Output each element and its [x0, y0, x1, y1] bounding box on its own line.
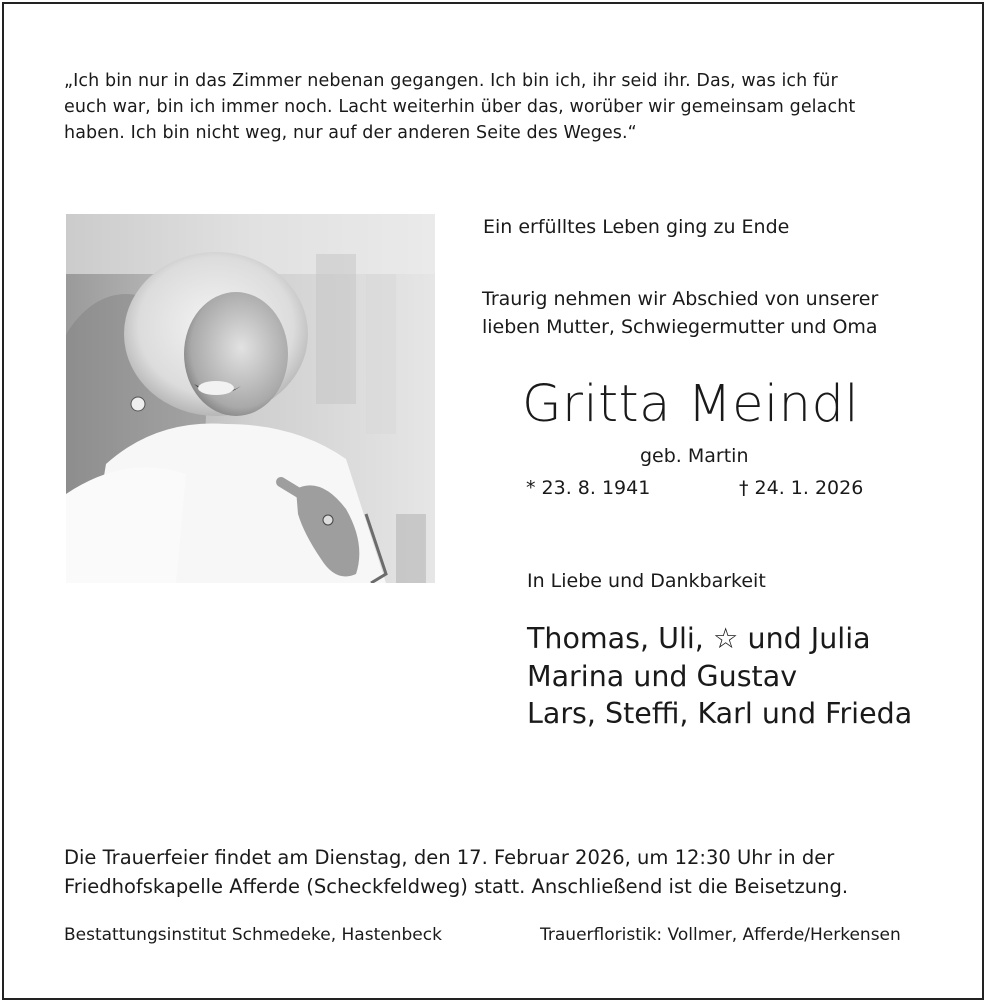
birth-name: geb. Martin [640, 445, 749, 467]
service-line: Friedhofskapelle Afferde (Scheckfeldweg) statt. Anschließend ist die Beisetzung. [64, 874, 849, 898]
farewell-line: Traurig nehmen wir Abschied von unserer [482, 288, 879, 310]
intro-line: Ein erfülltes Leben ging zu Ende [483, 216, 790, 238]
obituary-notice [2, 2, 984, 1000]
portrait-photo [66, 214, 435, 583]
quote-line: haben. Ich bin nicht weg, nur auf der anderen Seite des Weges.“ [64, 123, 637, 143]
quote-line: euch war, bin ich immer noch. Lacht weiterhin über das, worüber wir gemeinsam gelacht [64, 97, 856, 117]
family-line: Thomas, Uli, ☆ und Julia [527, 622, 871, 655]
quote-line: „Ich bin nur in das Zimmer nebenan gegangen. Ich bin ich, ihr seid ihr. Das, was ich für [64, 71, 838, 91]
undertaker-credit: Bestattungsinstitut Schmedeke, Hastenbeck [64, 925, 442, 945]
family-names [527, 620, 912, 733]
death-date: † 24. 1. 2026 [739, 477, 864, 499]
farewell-line: lieben Mutter, Schwiegermutter und Oma [482, 316, 878, 338]
funeral-service-info [64, 844, 944, 901]
service-line: Die Trauerfeier findet am Dienstag, den 17. Februar 2026, um 12:30 Uhr in der [64, 846, 835, 869]
farewell-text [482, 285, 878, 341]
florist-credit: Trauerfloristik: Vollmer, Afferde/Herkensen [540, 925, 901, 945]
birth-date: * 23. 8. 1941 [526, 477, 651, 499]
family-line: Marina und Gustav [527, 659, 798, 693]
deceased-name: Gritta Meindl [522, 375, 860, 434]
family-line: Lars, Steffi, Karl und Frieda [527, 697, 913, 730]
memorial-quote [64, 68, 944, 146]
gratitude-line: In Liebe und Dankbarkeit [527, 570, 766, 592]
